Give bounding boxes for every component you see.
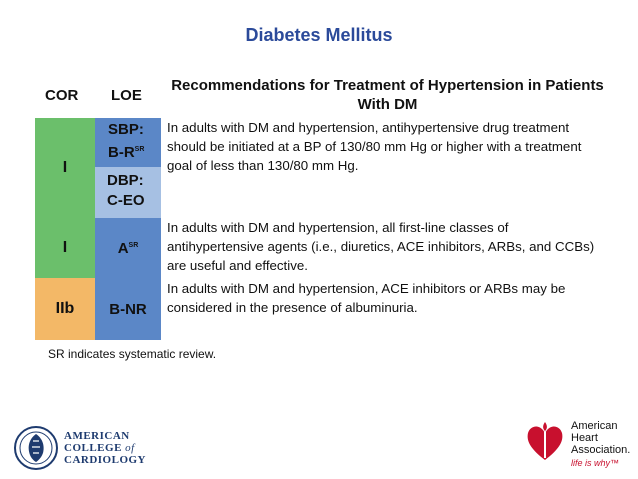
row3-recommendation: In adults with DM and hypertension, ACE inhibitors or ARBs may be considered in the presence of albuminuria. <box>167 281 566 315</box>
row3-loe-cell <box>95 278 161 340</box>
cor-header: COR <box>45 87 79 104</box>
row2-cor-cell <box>35 218 95 278</box>
row1-loe-sbp-cell <box>95 118 161 167</box>
row3-cor-cell <box>35 278 95 340</box>
loe-header: LOE <box>111 87 142 104</box>
row1-loe-sbp-sup: SR <box>134 146 145 153</box>
row1-loe-dbp-label: DBP: <box>107 172 144 189</box>
footnote: SR indicates systematic review. <box>48 347 217 361</box>
page-title: Diabetes Mellitus <box>245 25 393 45</box>
row1-cor-label: I <box>62 159 68 176</box>
row3-cor-label: IIb <box>55 300 75 317</box>
aha-logo-text: American Heart Association. <box>571 420 631 456</box>
row1-recommendation: In adults with DM and hypertension, antihypertensive drug treatment should be initiated at a BP of 130/80 mm Hg or higher with a treatment goal of less than 130/80 mm Hg. <box>167 120 582 173</box>
row2-cor-label: I <box>62 239 68 256</box>
row1-loe-dbp-cell <box>95 167 161 218</box>
row1-loe-sbp-value: $B-R^{SR}$ <box>108 144 145 161</box>
row1-loe-sbp-label: SBP: <box>108 121 144 138</box>
acc-seal-icon <box>13 425 59 471</box>
row2-loe-cell <box>95 218 161 278</box>
row2-loe-label: $A^{SR}$ <box>117 239 139 257</box>
row2-recommendation: In adults with DM and hypertension, all first-line classes of antihypertensive agents (i.e., diuretics, ACE inhibitors, ARBs, and CCBs) are useful and effective. <box>167 220 595 273</box>
row1-loe-dbp-value: C-EO <box>107 192 145 209</box>
aha-heart-torch-icon <box>522 418 568 464</box>
recommendations-header: Recommendations for Treatment of Hypertension in Patients With DM <box>171 77 604 113</box>
row3-loe-label: B-NR <box>109 300 147 318</box>
row1-cor-cell <box>35 118 95 218</box>
aha-tagline: life is why™ <box>571 458 620 468</box>
acc-logo-text: AMERICAN COLLEGE of CARDIOLOGY <box>64 430 147 466</box>
